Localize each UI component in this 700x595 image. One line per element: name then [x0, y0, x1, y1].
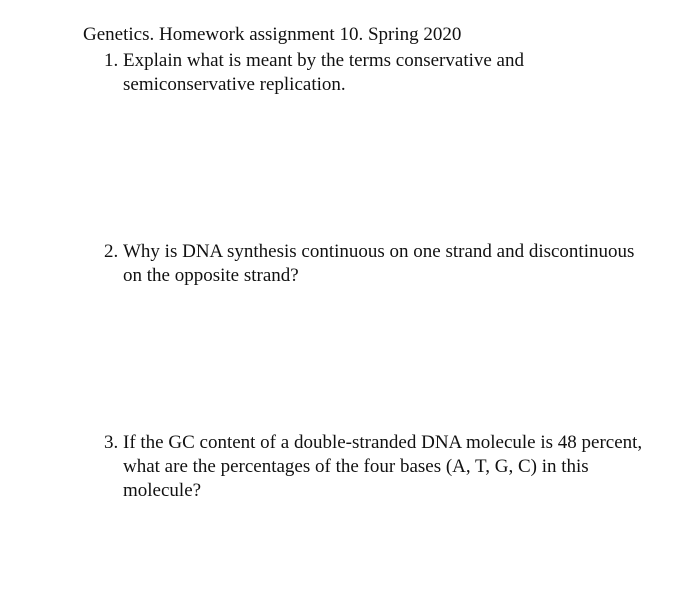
question-text: If the GC content of a double-stranded DNA molecule is 48 percent, what are the percentages of the four bases (A, T, G, C) in this molecule? [123, 432, 643, 501]
document-title: Genetics. Homework assignment 10. Spring 2020 [83, 24, 462, 45]
question-number: 3. [104, 432, 119, 453]
question-text: Explain what is meant by the terms conservative and semiconservative replication. [123, 50, 524, 95]
question-2 [104, 240, 644, 288]
question-1 [104, 49, 644, 97]
question-3 [104, 431, 644, 503]
question-number: 1. [104, 50, 119, 71]
question-number: 2. [104, 241, 119, 262]
question-text: Why is DNA synthesis continuous on one strand and discontinuous on the opposite strand? [123, 241, 635, 286]
